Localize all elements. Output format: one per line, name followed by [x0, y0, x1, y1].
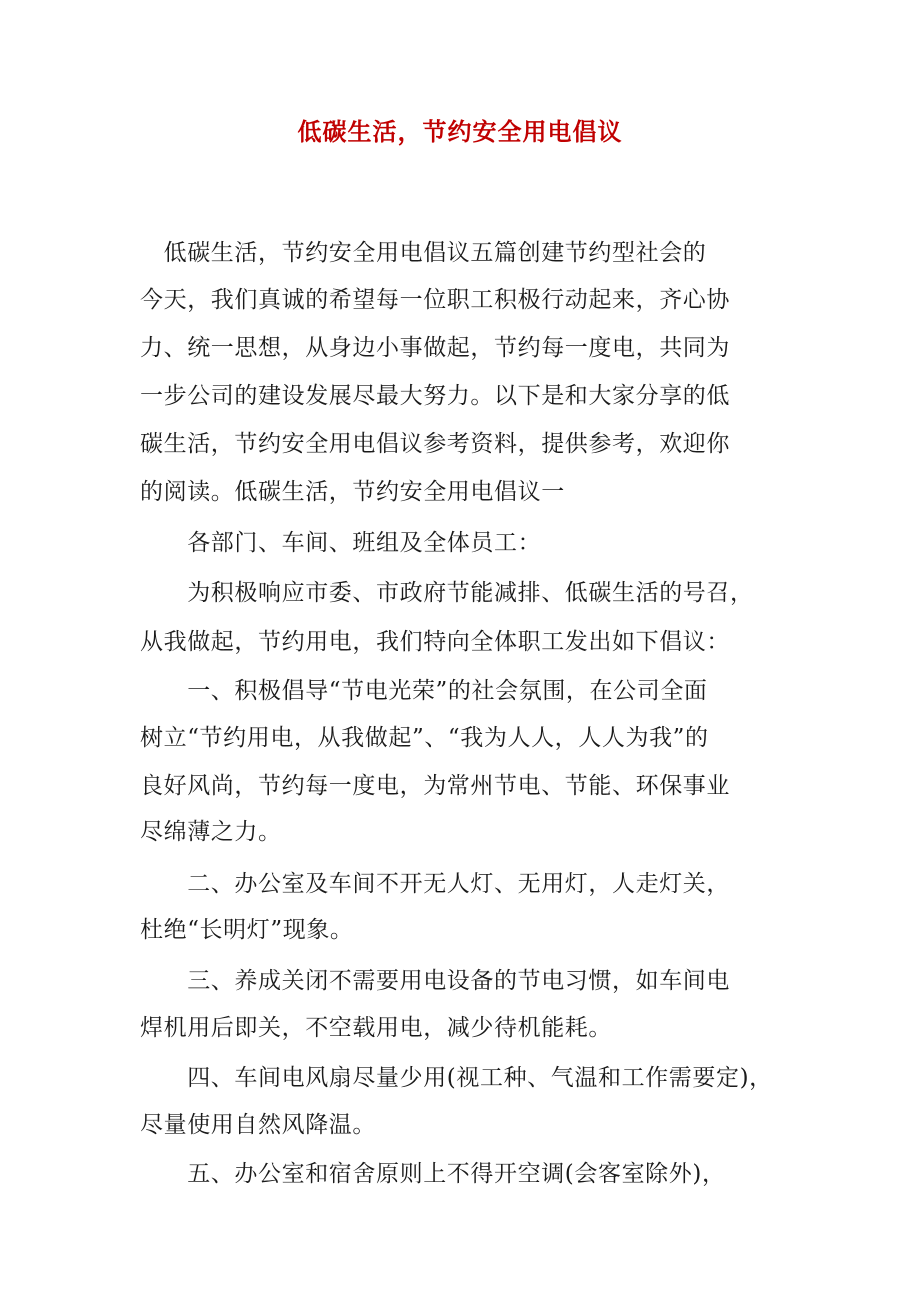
body-line: 今天，我们真诚的希望每一位职工积极行动起来，齐心协 [140, 287, 730, 313]
body-line: 一步公司的建设发展尽最大努力。以下是和大家分享的低 [140, 383, 730, 409]
body-line: 良好风尚，节约每一度电，为常州节电、节能、环保事业 [140, 773, 730, 799]
body-line: 四、车间电风扇尽量少用(视工种、气温和工作需要定)， [140, 1065, 773, 1091]
body-line: 低碳生活，节约安全用电倡议五篇创建节约型社会的 [140, 240, 707, 266]
body-line: 尽量使用自然风降温。 [140, 1112, 376, 1138]
body-line: 为积极响应市委、市政府节能减排、低碳生活的号召， [140, 580, 754, 606]
body-line: 五、办公室和宿舍原则上不得开空调(会客室除外)， [140, 1161, 726, 1187]
body-line: 力、统一思想，从身边小事做起，节约每一度电，共同为 [140, 335, 730, 361]
body-line: 碳生活，节约安全用电倡议参考资料，提供参考，欢迎你 [140, 431, 730, 457]
body-line: 树立“节约用电，从我做起”、“我为人人，人人为我”的 [140, 725, 709, 751]
body-line: 的阅读。低碳生活，节约安全用电倡议一 [140, 479, 565, 505]
body-line: 从我做起，节约用电，我们特向全体职工发出如下倡议： [140, 629, 730, 655]
body-line: 二、办公室及车间不开无人灯、无用灯，人走灯关， [140, 871, 730, 897]
body-line: 杜绝“长明灯”现象。 [140, 917, 354, 943]
body-line: 尽绵薄之力。 [140, 819, 282, 845]
body-line: 三、养成关闭不需要用电设备的节电习惯，如车间电 [140, 968, 730, 994]
document-title: 低碳生活，节约安全用电倡议 [297, 118, 623, 146]
body-line: 各部门、车间、班组及全体员工： [140, 530, 542, 556]
body-line: 焊机用后即关，不空载用电，减少待机能耗。 [140, 1015, 612, 1041]
body-line: 一、积极倡导“节电光荣”的社会氛围，在公司全面 [140, 678, 708, 704]
